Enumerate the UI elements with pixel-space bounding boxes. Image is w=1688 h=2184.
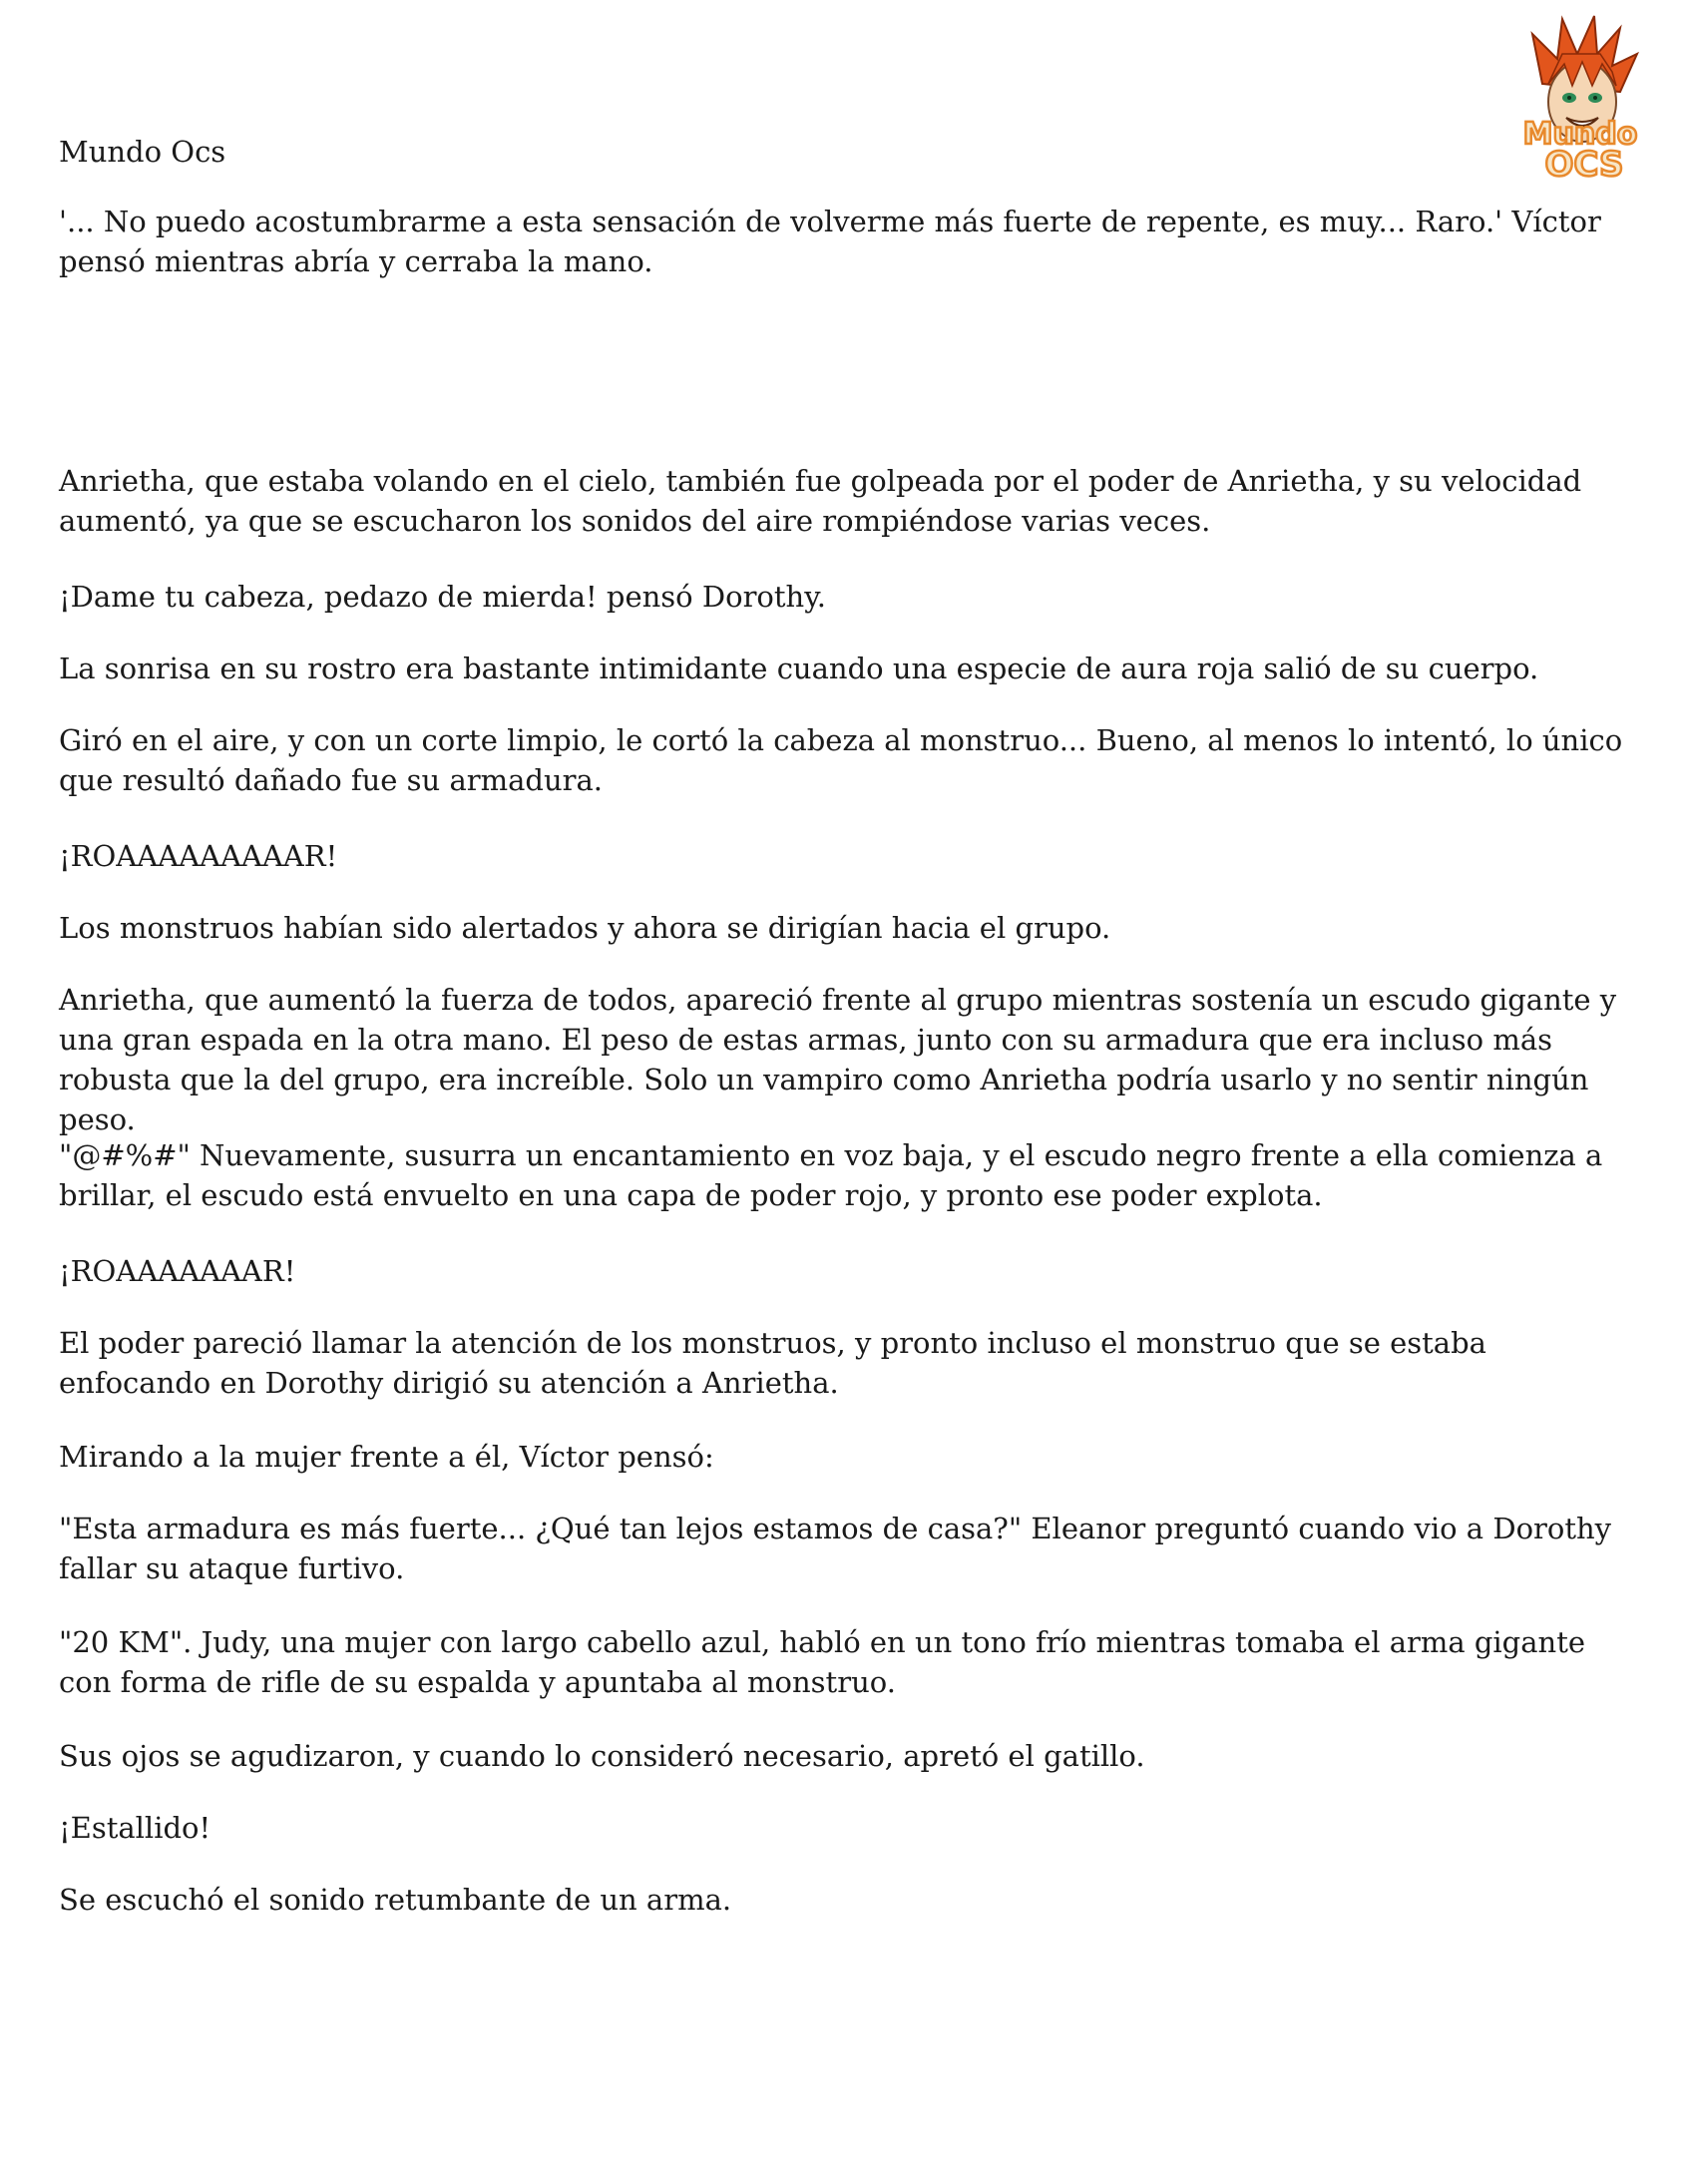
paragraph: Mirando a la mujer frente a él, Víctor pensó:: [59, 1440, 714, 1474]
paragraph: '... No puedo acostumbrarme a esta sensación de volverme más fuerte de repente, es muy... Raro.' Víctor pensó mientras abría y cerraba la mano.: [59, 205, 1601, 278]
paragraph: "Esta armadura es más fuerte... ¿Qué tan lejos estamos de casa?" Eleanor preguntó cuando vio a Dorothy fallar su ataque furtivo.: [59, 1512, 1612, 1585]
paragraph: Anrietha, que aumentó la fuerza de todos, apareció frente al grupo mientras sostenía un escudo gigante y una gran espada en la otra mano. El peso de estas armas, junto con su armadura que era incluso más robusta que la del grupo, era increíble. Solo un vampiro como Anrietha podría usarlo y no sentir ningún peso.: [59, 983, 1617, 1136]
mundo-ocs-logo: [1502, 14, 1658, 182]
document-header: Mundo Ocs: [59, 135, 226, 169]
logo-text-line2: OCS: [1544, 145, 1624, 182]
paragraph: Se escuchó el sonido retumbante de un arma.: [59, 1883, 732, 1917]
paragraph: "@#%#" Nuevamente, susurra un encantamiento en voz baja, y el escudo negro frente a ella comienza a brillar, el escudo está envuelto en una capa de poder rojo, y pronto ese poder explota.: [59, 1138, 1603, 1212]
paragraph: El poder pareció llamar la atención de los monstruos, y pronto incluso el monstruo que se estaba enfocando en Dorothy dirigió su atención a Anrietha.: [59, 1326, 1486, 1400]
paragraph: La sonrisa en su rostro era bastante intimidante cuando una especie de aura roja salió de su cuerpo.: [59, 652, 1539, 685]
paragraph: Los monstruos habían sido alertados y ahora se dirigían hacia el grupo.: [59, 911, 1111, 945]
logo-text-line1: Mundo: [1522, 117, 1638, 152]
paragraph: ¡ROAAAAAAAAAR!: [59, 839, 338, 873]
paragraph: ¡Estallido!: [59, 1811, 211, 1845]
paragraph: Anrietha, que estaba volando en el cielo, también fue golpeada por el poder de Anrietha, y su velocidad aumentó, ya que se escucharon los sonidos del aire rompiéndose varias veces.: [59, 464, 1582, 538]
paragraph: "20 KM". Judy, una mujer con largo cabello azul, habló en un tono frío mientras tomaba el arma gigante con forma de rifle de su espalda y apuntaba al monstruo.: [59, 1625, 1586, 1699]
paragraph: Sus ojos se agudizaron, y cuando lo consideró necesario, apretó el gatillo.: [59, 1739, 1145, 1773]
paragraph: ¡ROAAAAAAAR!: [59, 1254, 296, 1288]
paragraph: Giró en el aire, y con un corte limpio, le cortó la cabeza al monstruo... Bueno, al menos lo intentó, lo único que resultó dañado fue su armadura.: [59, 723, 1623, 797]
paragraph: ¡Dame tu cabeza, pedazo de mierda! pensó Dorothy.: [59, 580, 826, 614]
